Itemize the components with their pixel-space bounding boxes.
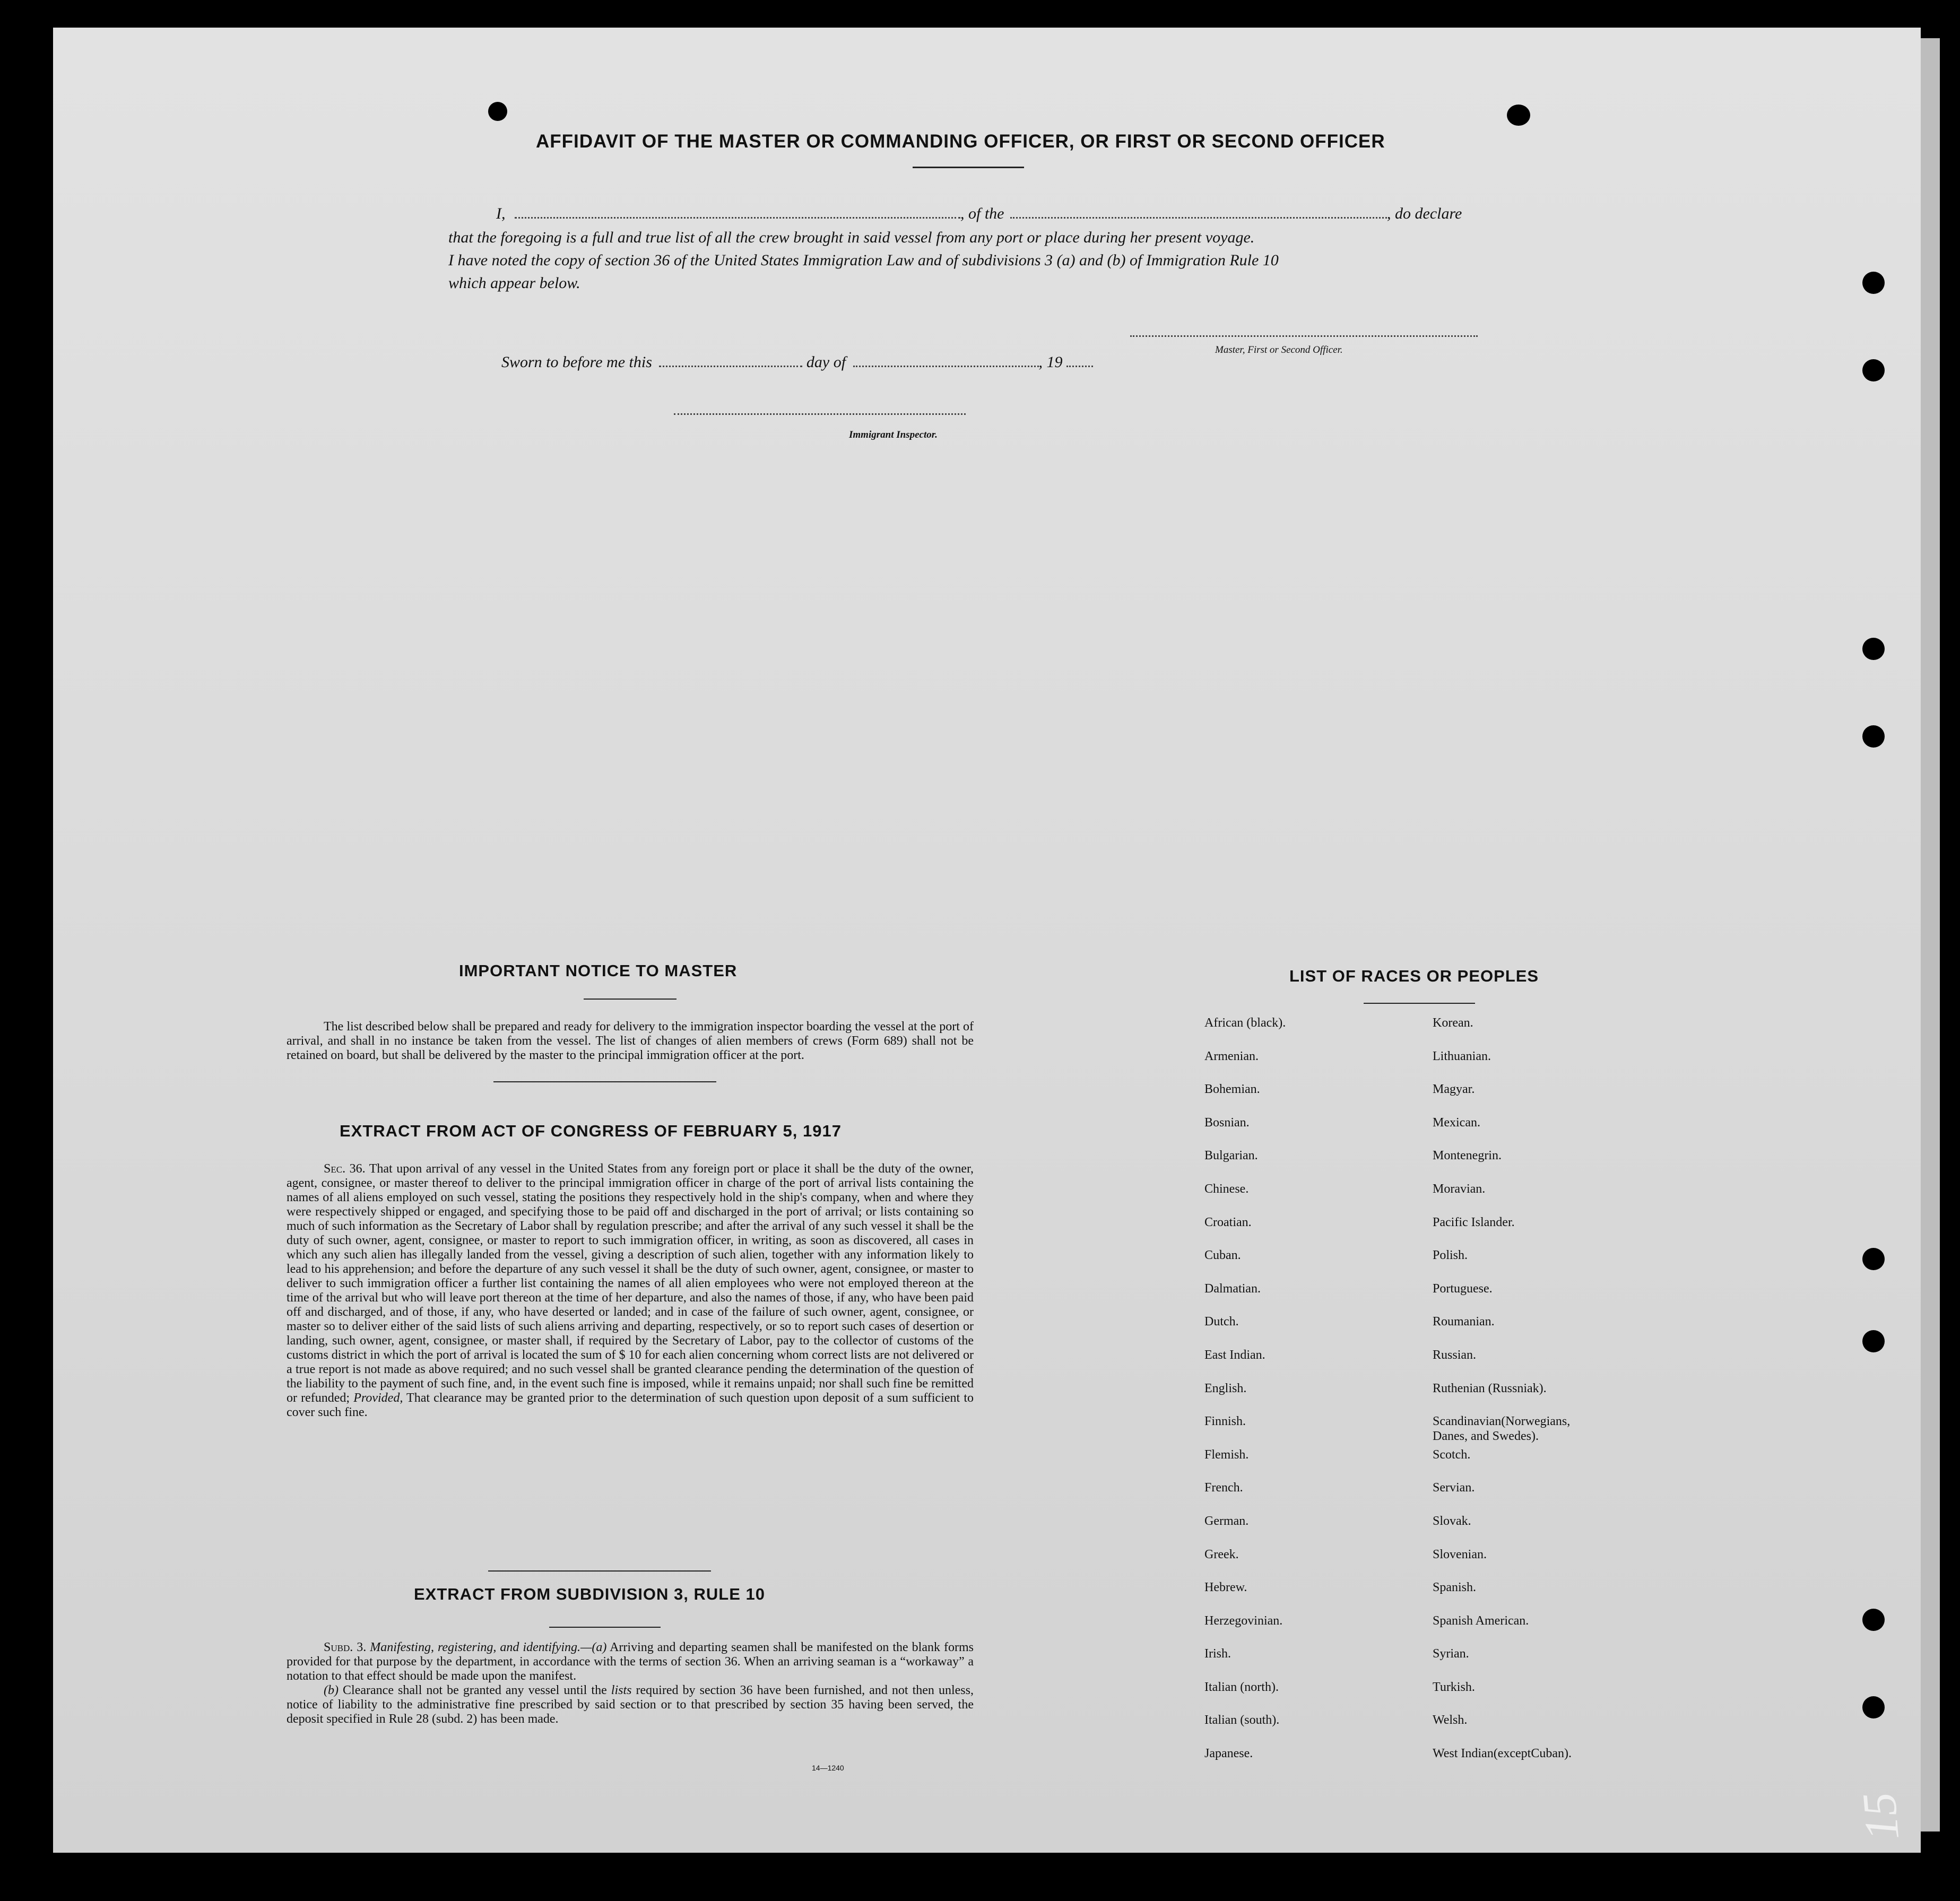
- race-item: Pacific Islander.: [1433, 1215, 1515, 1229]
- affidavit-line-4: which appear below.: [448, 274, 580, 292]
- race-item: Montenegrin.: [1433, 1149, 1502, 1163]
- master-label: Master, First or Second Officer.: [1215, 344, 1343, 355]
- notice-paragraph: The list described below shall be prepared and ready for delivery to the immigration inspector boarding the vessel at the port of arrival, and shall in no instance be taken from the vessel. The list of changes of alien members of crews (Form 689) shall not be retained on board, but shall be delivered by the master to the principal immigration officer at the port.: [287, 1020, 974, 1062]
- race-item: Korean.: [1433, 1016, 1473, 1030]
- inspector-signature-line[interactable]: [674, 412, 966, 415]
- race-item: Greek.: [1204, 1547, 1239, 1561]
- race-item: Roumanian.: [1433, 1315, 1495, 1329]
- name-blank[interactable]: [515, 216, 960, 219]
- race-item: French.: [1204, 1481, 1243, 1495]
- race-item: Slovak.: [1433, 1514, 1471, 1528]
- rule-title: EXTRACT FROM SUBDIVISION 3, RULE 10: [414, 1585, 765, 1603]
- race-item: Flemish.: [1204, 1447, 1249, 1462]
- page-edge: [1921, 38, 1940, 1831]
- race-item: Bohemian.: [1204, 1082, 1260, 1097]
- act-body-end: That clearance may be granted prior to the determination of such question upon deposit of a sum sufficient to cover such fine.: [287, 1391, 974, 1419]
- page-number: 15: [1852, 1790, 1910, 1843]
- act-section-label: Sec. 36.: [324, 1162, 366, 1176]
- form-number: 14—1240: [812, 1764, 844, 1772]
- master-signature-line[interactable]: [1130, 334, 1478, 337]
- race-item: Scandinavian(Norwegians, Danes, and Swedes).: [1433, 1414, 1571, 1444]
- day-blank[interactable]: [659, 364, 802, 367]
- affidavit-declare: , do declare: [1387, 205, 1462, 222]
- notice-end-rule: [493, 1081, 716, 1082]
- rule-heading: Manifesting, registering, and identifying.—(a): [370, 1640, 607, 1654]
- rule-b-label: (b): [324, 1683, 339, 1697]
- act-title: EXTRACT FROM ACT OF CONGRESS OF FEBRUARY 5, 1917: [340, 1122, 842, 1140]
- races-column-1: [1204, 1015, 1286, 1780]
- document-page: [53, 28, 1921, 1853]
- punch-hole: [1862, 1330, 1885, 1352]
- month-blank[interactable]: [853, 364, 1039, 367]
- inspector-label: Immigrant Inspector.: [849, 429, 938, 440]
- rule-text-b1: Clearance shall not be granted any vessel until the: [343, 1683, 607, 1697]
- race-item: Spanish.: [1433, 1581, 1477, 1595]
- punch-hole: [1862, 1609, 1885, 1631]
- title-rule: [913, 167, 1024, 168]
- punch-hole: [1507, 105, 1530, 126]
- act-body: That upon arrival of any vessel in the United States from any foreign port or place it shall be the duty of the owner, agent, consignee, or master thereof to deliver to the principal immigration officer in charge of the port of arrival lists containing the names of all aliens employed on such vessel, stating the positions they respectively hold in the ship's company, when and where they were respectively shipped or engaged, and specifying those to be paid off and discharged in the port of arrival; or lists containing so much of such information as the Secretary of Labor shall by regulation prescribe; and after the arrival of any such vessel it shall be the duty of such owner, agent, consignee, or master to report to such immigration officer, in writing, as soon as discovered, all cases in which any such alien has illegally landed from the vessel, giving a description of such alien, together with any information likely to lead to his apprehension; and before the departure of any such vessel it shall be the duty of such owner, agent, consignee, or master to deliver to such immigration officer a further list containing the names of all alien employees who were not employed thereon at the time of the arrival but who will leave port thereon at the time of her departure, and also the names of those, if any, who have been paid off and discharged, and of those, if any, who have deserted or landed; and in case of the failure of such owner, agent, consignee, or master so to deliver either of the said lists of such aliens arriving and departing, respectively, or so to report such cases of desertion or landing, such owner, agent, consignee, or master shall, if required by the Secretary of Labor, pay to the collector of customs of the customs district in which the port of arrival is located the sum of $ 10 for each alien concerning whom correct lists are not delivered or a true report is not made as above required; and no such vessel shall be granted clearance pending the determination of the question of the liability to the payment of such fine, and, in the event such fine is imposed, while it remains unpaid; nor shall such fine be remitted or refunded;: [287, 1162, 974, 1405]
- race-item: Hebrew.: [1204, 1581, 1247, 1595]
- race-item: Moravian.: [1433, 1182, 1486, 1196]
- race-item: Italian (south).: [1204, 1713, 1280, 1728]
- race-item: Mexican.: [1433, 1115, 1480, 1130]
- race-item: Bulgarian.: [1204, 1149, 1258, 1163]
- rule-subd-label: Subd. 3.: [324, 1640, 367, 1654]
- punch-hole: [488, 102, 507, 121]
- notice-rule: [584, 999, 677, 1000]
- race-item: Syrian.: [1433, 1647, 1469, 1661]
- race-item: Dalmatian.: [1204, 1281, 1261, 1296]
- act-end-rule: [488, 1570, 711, 1572]
- year-blank[interactable]: [1066, 364, 1093, 367]
- affidavit-i: I,: [496, 205, 506, 222]
- rule-title-rule: [549, 1627, 661, 1628]
- race-item: Lithuanian.: [1433, 1049, 1491, 1063]
- race-item: Magyar.: [1433, 1082, 1475, 1097]
- race-item: Polish.: [1433, 1248, 1468, 1263]
- affidavit-declaration-line: [496, 203, 1462, 225]
- race-item: East Indian.: [1204, 1348, 1265, 1362]
- notice-text: [287, 1020, 974, 1063]
- race-item: Herzegovinian.: [1204, 1613, 1283, 1628]
- affidavit-title: AFFIDAVIT OF THE MASTER OR COMMANDING OFFICER, OR FIRST OR SECOND OFFICER: [536, 131, 1385, 152]
- race-item: Dutch.: [1204, 1315, 1239, 1329]
- rule-lists: lists: [611, 1683, 632, 1697]
- affidavit-line-2: that the foregoing is a full and true list of all the crew brought in said vessel from any port or place during her present voyage.: [448, 229, 1255, 246]
- race-item: Bosnian.: [1204, 1115, 1250, 1130]
- race-item: Slovenian.: [1433, 1547, 1487, 1561]
- race-item: Servian.: [1433, 1481, 1475, 1495]
- year-text: , 19: [1038, 353, 1063, 371]
- day-of-text: day of: [806, 353, 846, 371]
- punch-hole: [1862, 638, 1885, 660]
- race-item: Croatian.: [1204, 1215, 1252, 1229]
- rule-text: [287, 1640, 974, 1726]
- race-item: Scotch.: [1433, 1447, 1471, 1462]
- punch-hole: [1862, 1696, 1885, 1718]
- race-item: Finnish.: [1204, 1414, 1246, 1429]
- races-title: LIST OF RACES OR PEOPLES: [1289, 967, 1539, 985]
- race-item: Japanese.: [1204, 1747, 1253, 1761]
- race-item: Turkish.: [1433, 1680, 1475, 1694]
- race-item: English.: [1204, 1381, 1247, 1395]
- race-item: West Indian(exceptCuban).: [1433, 1747, 1572, 1761]
- race-item: Ruthenian (Russniak).: [1433, 1381, 1547, 1395]
- rule-text-b2: required by section 36 have been furnished, and not then unless, notice of liability to the administrative fine prescribed by said section or to that prescribed by section 35 having been served, the deposit specified in Rule 28 (subd. 2) has been made.: [287, 1683, 974, 1726]
- affidavit-of-the: , of the: [960, 205, 1004, 222]
- act-text: [287, 1162, 974, 1420]
- race-item: German.: [1204, 1514, 1249, 1528]
- punch-hole: [1862, 359, 1885, 381]
- rule-text-a: Arriving and departing seamen shall be manifested on the blank forms provided for that purpose by the department, in accordance with the terms of section 36. When an arriving seaman is a “workaway” a notation to that effect should be made upon the manifest.: [287, 1640, 974, 1683]
- punch-hole: [1862, 272, 1885, 294]
- race-item: Portuguese.: [1433, 1281, 1493, 1296]
- punch-hole: [1862, 725, 1885, 748]
- affidavit-line-3: I have noted the copy of section 36 of the United States Immigration Law and of subdivisions 3 (a) and (b) of Immigration Rule 10: [448, 251, 1279, 269]
- sworn-line: [501, 351, 1093, 374]
- sworn-text: Sworn to before me this: [501, 353, 652, 371]
- race-item: Spanish American.: [1433, 1613, 1529, 1628]
- act-provided: Provided,: [353, 1391, 403, 1405]
- race-item: African (black).: [1204, 1016, 1286, 1030]
- punch-hole: [1862, 1248, 1885, 1270]
- race-item: Italian (north).: [1204, 1680, 1279, 1694]
- race-item: Russian.: [1433, 1348, 1477, 1362]
- race-item: Armenian.: [1204, 1049, 1259, 1063]
- race-item: Irish.: [1204, 1647, 1231, 1661]
- races-rule: [1364, 1003, 1475, 1004]
- vessel-blank[interactable]: [1010, 216, 1387, 219]
- race-item: Cuban.: [1204, 1248, 1241, 1263]
- race-item: Chinese.: [1204, 1182, 1249, 1196]
- notice-title: IMPORTANT NOTICE TO MASTER: [459, 961, 738, 980]
- races-column-2: [1433, 1015, 1572, 1780]
- race-item: Welsh.: [1433, 1713, 1468, 1728]
